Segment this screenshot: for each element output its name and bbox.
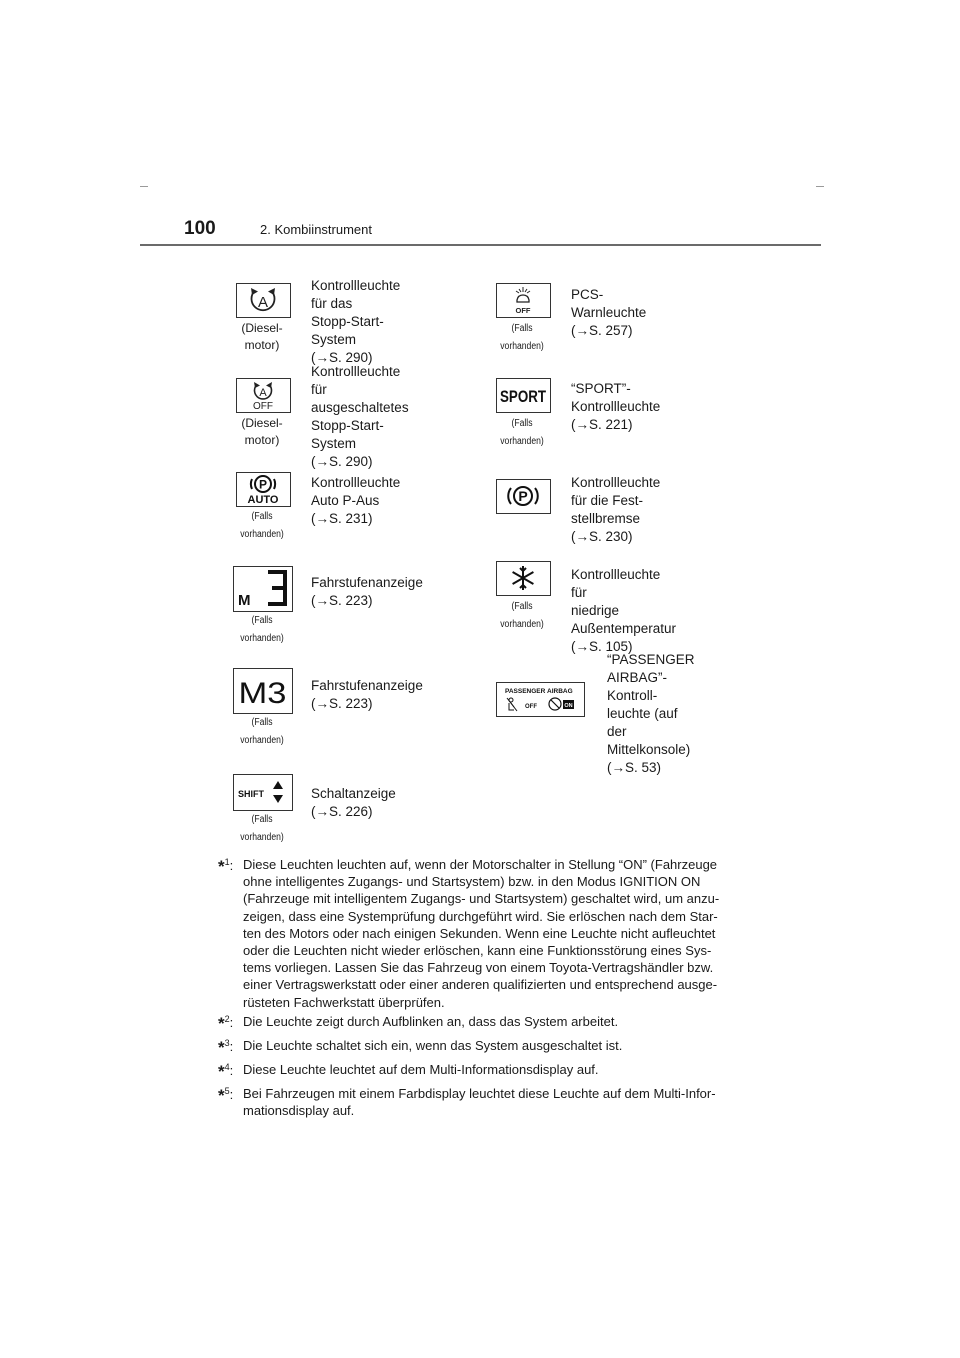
pcs-warning-icon	[496, 283, 551, 318]
footnote-marker: *$^1$:	[218, 857, 234, 876]
footnote-marker: *$^2$:	[218, 1014, 234, 1033]
indicator-description: Kontrollleuchte für niedrige Außentemperatur (→S. 105)	[571, 567, 677, 654]
svg-text:A: A	[257, 294, 269, 311]
footnote-1: *$^1$: Diese Leuchten leuchten auf, wenn der Motorschalter in Stellung “ON” (Fahrzeuge ohne intelligentes Zugangs- und Startsystem) bzw. in den Modus IGNITION ON (Fahrzeuge mit intelligentem Zugangs- und Startsystem) geschaltet wird, um anzu- zeigen, dass eine Systemprüfung durchgeführt wird. Sie erlöschen nach dem Star- ten des Motors oder nach einigen Sekunden. Wenn eine Leuchte nicht aufleuchtet oder die Leuchten nicht wieder erlöschen, kann eine Funktionsstörung eines Sys- tems vorliegen. Lassen Sie das Fahrzeug von einem Toyota-Vertragshändler bzw. einer Vertragswerkstatt oder einer anderen qualifizierten und entsprechend ausge- rüsteten Fachwerkstatt überprüfen.	[218, 856, 743, 1011]
icon-note: (Falls vorhanden)	[240, 511, 284, 540]
footnote-3: *$^3$: Die Leuchte schaltet sich ein, wenn das System ausgeschaltet ist.	[218, 1037, 743, 1054]
svg-text:OFF: OFF	[515, 306, 531, 315]
indicator-description: Kontrollleuchte für ausgeschaltetes Stopp-Start-System (→S. 290)	[311, 364, 409, 469]
svg-text:AUTO: AUTO	[247, 494, 279, 506]
page-number: 100	[184, 218, 216, 239]
icon-note: (Falls vorhanden)	[240, 814, 284, 843]
icon-note: (Falls vorhanden)	[500, 601, 544, 630]
shift-position-m3-icon	[233, 668, 293, 714]
footnote-5: *$^5$: Bei Fahrzeugen mit einem Farbdisplay leuchtet diese Leuchte auf dem Multi-Infor- mationsdisplay auf.	[218, 1085, 743, 1119]
svg-text:ON: ON	[564, 703, 573, 709]
svg-text:AIRBAG: AIRBAG	[547, 688, 573, 695]
indicator-description: Kontrollleuchte für das Stopp-Start-System (→S. 290)	[311, 278, 401, 365]
sport-icon	[496, 378, 551, 413]
footnote-marker: *$^4$:	[218, 1062, 234, 1081]
passenger-airbag-icon	[496, 682, 585, 717]
footnote-4: *$^4$: Diese Leuchte leuchtet auf dem Multi-Informationsdisplay auf.	[218, 1061, 743, 1078]
svg-text:M: M	[238, 592, 251, 609]
icon-note: (Falls vorhanden)	[240, 717, 284, 746]
snowflake-icon	[496, 561, 551, 596]
svg-text:SHIFT: SHIFT	[238, 789, 264, 799]
icon-note: (Diesel- motor)	[241, 416, 283, 447]
icon-note: (Falls vorhanden)	[500, 418, 544, 447]
svg-text:A: A	[259, 387, 267, 399]
icon-note: (Falls vorhanden)	[240, 615, 284, 644]
indicator-description: Fahrstufenanzeige (→S. 223)	[311, 678, 423, 711]
crop-mark-left	[140, 186, 148, 187]
auto-p-off-icon	[236, 472, 291, 507]
svg-text:PASSENGER: PASSENGER	[505, 688, 546, 695]
chapter-title: 2. Kombiinstrument	[260, 222, 372, 237]
shift-indicator-icon	[233, 774, 293, 811]
indicator-description: Fahrstufenanzeige (→S. 223)	[311, 575, 423, 608]
indicator-description: “PASSENGER AIRBAG”-Kontroll- leuchte (auf der Mittelkonsole) (→S. 53)	[607, 652, 695, 775]
indicator-description: PCS-Warnleuchte (→S. 257)	[571, 287, 647, 338]
stop-start-off-icon	[236, 378, 291, 413]
svg-text:SPORT: SPORT	[500, 387, 547, 406]
svg-text:M3: M3	[238, 677, 287, 710]
indicator-description: Schaltanzeige (→S. 226)	[311, 786, 396, 819]
svg-text:OFF: OFF	[253, 401, 273, 412]
svg-text:OFF: OFF	[525, 704, 537, 710]
crop-mark-right	[816, 186, 824, 187]
icon-note: (Diesel- motor)	[241, 321, 283, 352]
shift-position-m3-segment-icon	[233, 566, 293, 612]
header-rule	[140, 244, 821, 246]
auto-stop-start-icon	[236, 283, 291, 318]
svg-text:P: P	[258, 477, 268, 492]
indicator-description: Kontrollleuchte für die Fest- stellbremse (→S. 230)	[571, 475, 661, 544]
footnote-2: *$^2$: Die Leuchte zeigt durch Aufblinken an, dass das System arbeitet.	[218, 1013, 743, 1030]
svg-text:P: P	[518, 488, 528, 504]
footnote-marker: *$^3$:	[218, 1038, 234, 1057]
parking-brake-icon	[496, 479, 551, 514]
icon-note: (Falls vorhanden)	[500, 323, 544, 352]
footnote-marker: *$^5$:	[218, 1086, 234, 1105]
indicator-description: “SPORT”-Kontrollleuchte (→S. 221)	[571, 381, 661, 432]
indicator-description: Kontrollleuchte Auto P-Aus (→S. 231)	[311, 475, 401, 526]
